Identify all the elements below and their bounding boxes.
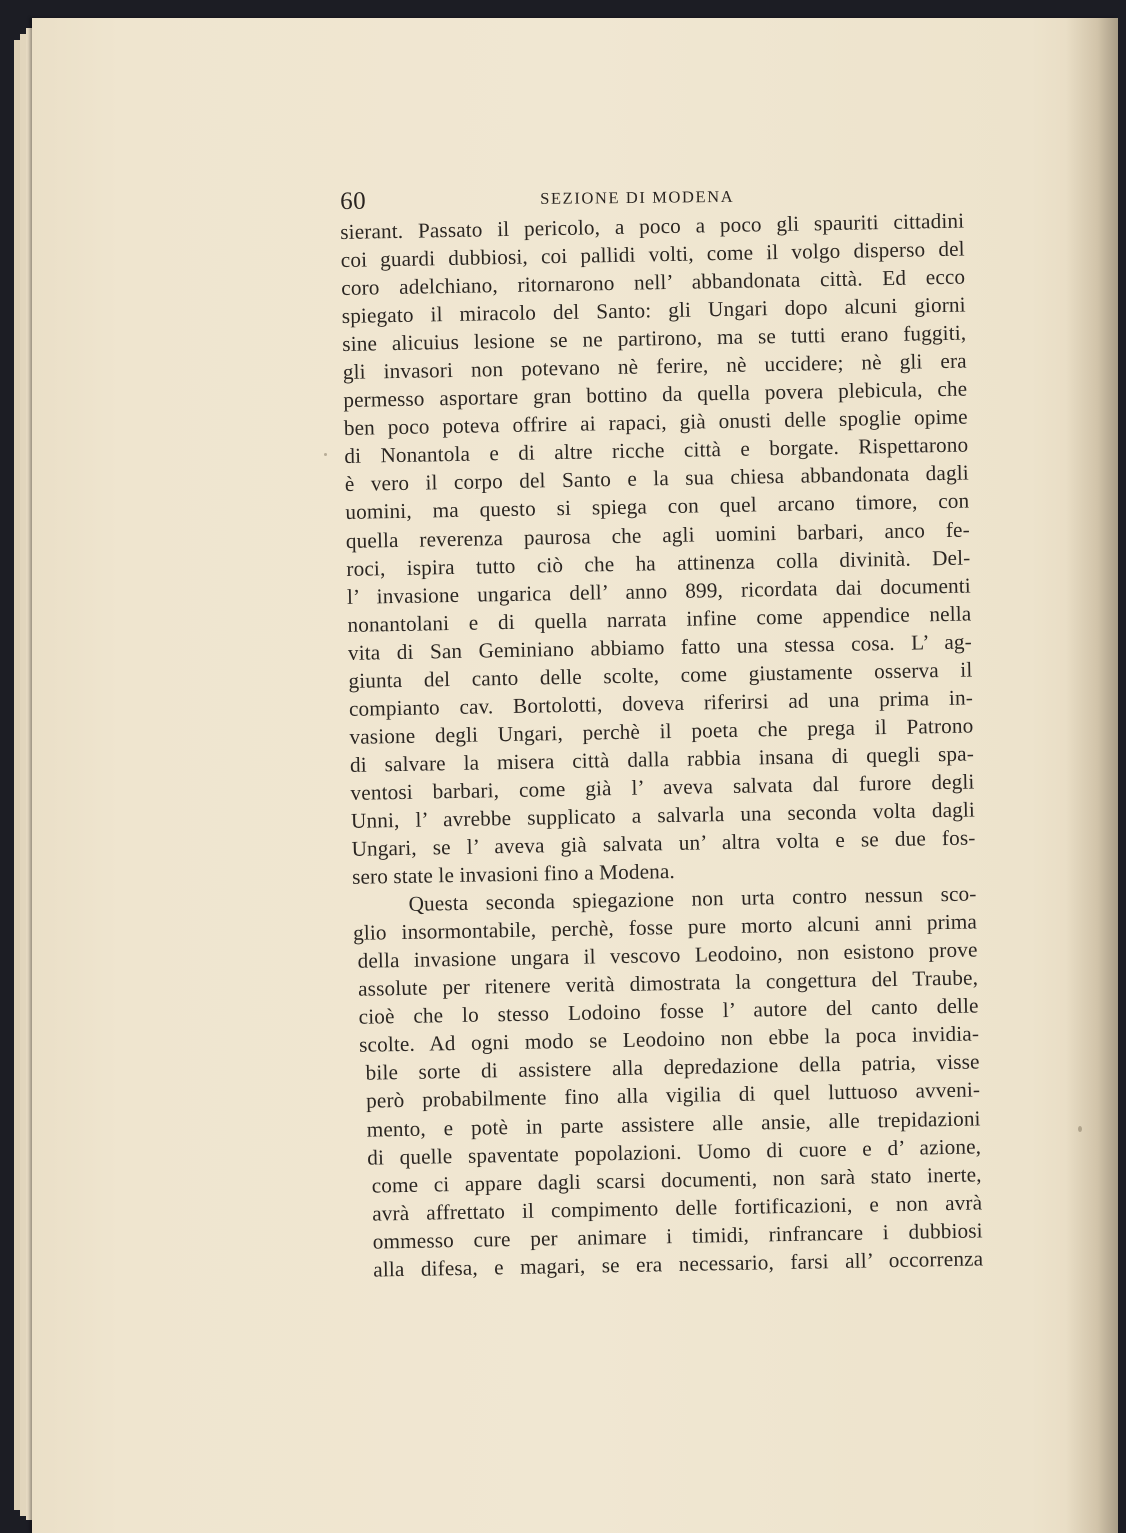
text-line: giunta del canto delle scolte, come giustamente osserva il: [348, 657, 973, 693]
text-line: glio insormontabile, perchè, fosse pure morto alcuni anni prima: [352, 909, 978, 946]
text-line: vasione degli Ungari, perchè il poeta che prega il Patrono: [349, 713, 974, 749]
text-line: sero state le invasioni fino a Modena.: [351, 859, 676, 889]
text-line: cioè che lo stesso Lodoino fosse l’ autore del canto delle: [358, 993, 979, 1030]
paper-speck: [324, 453, 327, 456]
body-text: [340, 207, 983, 1284]
page-number: 60: [340, 187, 367, 215]
text-line: gli invasori non potevano nè ferire, nè uccidere; nè gli era: [342, 348, 967, 385]
text-line: della invasione ungara il vescovo Leodoino, non esistono prove: [357, 937, 978, 974]
running-title: SEZIONE DI MODENA: [540, 186, 735, 208]
text-line: permesso asportare gran bottino da quella povera plebicula, che: [343, 376, 968, 413]
text-line: ventosi barbari, come già l’ aveva salvata dal furore degli: [350, 769, 975, 805]
text-line: sine alicuius lesione se ne partirono, ma se tutti erano fuggiti,: [342, 320, 967, 357]
text-line: avrà affrettato il compimento delle fortificazioni, e non avrà: [372, 1190, 983, 1226]
text-line: coi guardi dubbiosi, coi pallidi volti, come il volgo disperso del: [340, 236, 965, 273]
text-line: sierant. Passato il pericolo, a poco a poco gli spauriti cittadini: [340, 208, 965, 244]
text-line: però probabilmente fino alla vigilia di quel luttuoso avveni-: [365, 1077, 981, 1114]
text-line: quella reverenza paurosa che agli uomini barbari, anco fe-: [345, 517, 971, 553]
text-line: scolte. Ad ogni modo se Leodoino non ebbe la poca invidia-: [358, 1021, 980, 1058]
text-line: assolute per ritenere verità dimostrata la congettura del Traube,: [357, 965, 979, 1002]
text-line: è vero il corpo del Santo e la sua chiesa abbandonata dagli: [344, 460, 969, 497]
text-line: Unni, l’ avrebbe supplicato a salvarla una seconda volta dagli: [350, 797, 976, 833]
text-line: ommesso cure per animare i timidi, rinfrancare i dubbiosi: [372, 1218, 983, 1254]
text-line: mento, e potè in parte assistere alle ansie, alle trepidazioni: [366, 1105, 981, 1142]
paper-speck: [1078, 1126, 1082, 1132]
text-line: di quelle spaventate popolazioni. Uomo di cuore e d’ azione,: [366, 1133, 982, 1170]
spine-shadow: [1066, 18, 1118, 1533]
text-line: nonantolani e di quella narrata infine come appendice nella: [347, 601, 972, 637]
text-line: coro adelchiano, ritornarono nell’ abbandonata città. Ed ecco: [341, 264, 966, 301]
paragraph-start-line: Questa seconda spiegazione non urta contro nessun sco-: [408, 881, 977, 916]
text-line: Ungari, se l’ aveva già salvata un’ altra volta e se due fos-: [351, 825, 976, 861]
text-line: come ci appare dagli scarsi documenti, non sarà stato inerte,: [371, 1161, 982, 1198]
text-line: roci, ispira tutto ciò che ha attinenza colla divinità. Del-: [346, 545, 971, 581]
text-line: spiegato il miracolo del Santo: gli Ungari dopo alcuni giorni: [341, 292, 966, 329]
text-line: vita di San Geminiano abbiamo fatto una stessa cosa. L’ ag-: [347, 629, 973, 665]
text-line: uomini, ma questo si spiega con quel arcano timore, con: [345, 488, 970, 525]
text-line: l’ invasione ungarica dell’ anno 899, ricordata dai documenti: [346, 573, 972, 609]
text-line: di Nonantola e di altre ricche città e borgate. Rispettarono: [344, 432, 969, 469]
text-line: bile sorte di assistere alla depredazione della patria, visse: [365, 1049, 980, 1086]
text-line: alla difesa, e magari, se era necessario, farsi all’ occorrenza: [373, 1246, 984, 1282]
text-line: compianto cav. Bortolotti, doveva riferirsi ad una prima in-: [348, 685, 974, 721]
text-line: di salvare la misera città dalla rabbia insana di quegli spa-: [349, 741, 975, 777]
text-line: ben poco poteva offrire ai rapaci, già onusti delle spoglie opime: [343, 404, 968, 441]
